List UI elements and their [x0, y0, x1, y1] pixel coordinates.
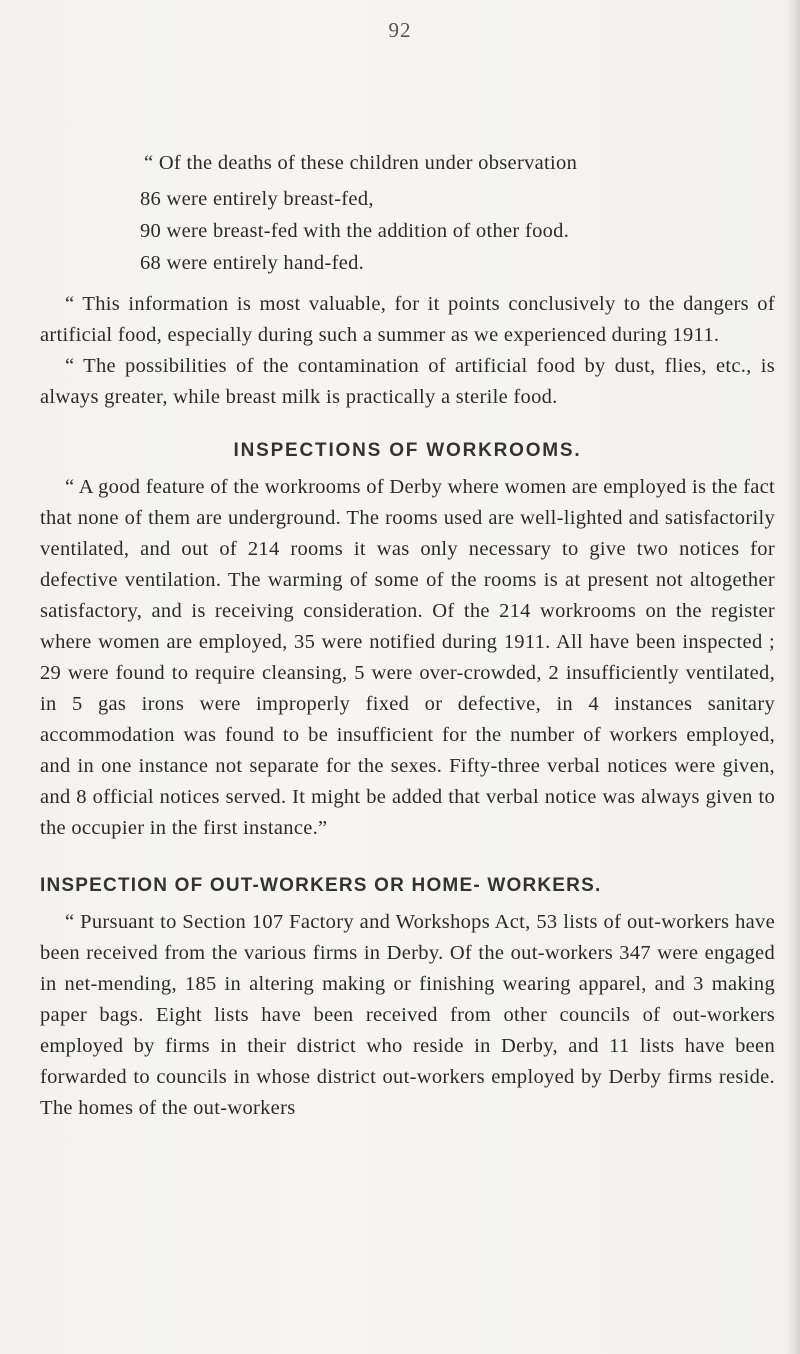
paragraph-workrooms: “ A good feature of the workrooms of Derby where women are employed is the fact that none of them are underground. The rooms used are well-lighted and satisfactorily ventilated, and out of 214 rooms it was only necessary to give two notices for defective ventilation. The warming of some of the rooms is at present not altogether satisfactory, and is receiving consideration. Of the 214 workrooms on the register where women are employed, 35 were notified during 1911. All have been inspected ; 29 were found to require cleansing, 5 were over-crowded, 2 insufficiently ventilated, in 5 gas irons were improperly fixed or defective, in 4 instances sanitary accommodation was found to be insufficient for the number of workers employed, and in one instance not separate for the sexes. Fifty-three verbal notices were given, and 8 official notices served. It might be added that verbal notice was always given to the occupier in the first instance.” [40, 476, 775, 839]
paragraph-information: “ This information is most valuable, for it points conclusively to the dangers of artificial food, especially during such a summer as we experienced during 1911. [40, 293, 775, 346]
paragraph-contamination: “ The possibilities of the contamination of artificial food by dust, flies, etc., is always greater, while breast milk is practically a sterile food. [40, 355, 775, 408]
list-item: 90 were breast-fed with the addition of other food. [140, 220, 570, 242]
page-body [40, 148, 775, 1124]
intro-line: “ Of the deaths of these children under observation [144, 152, 578, 174]
feeding-statistics-list [140, 183, 775, 279]
heading-outworkers: INSPECTION OF OUT-WORKERS OR HOME- WORKERS. [40, 875, 602, 896]
page-edge-shadow [786, 0, 800, 1354]
list-item: 86 were entirely breast-fed, [140, 188, 374, 210]
page-number: 92 [388, 18, 412, 42]
heading-workrooms: INSPECTIONS OF WORKROOMS. [233, 440, 582, 461]
paragraph-outworkers: “ Pursuant to Section 107 Factory and Workshops Act, 53 lists of out-workers have been received from the various firms in Derby. Of the out-workers 347 were engaged in net-mending, 185 in altering making or finishing wearing apparel, and 3 making paper bags. Eight lists have been received from other councils of out-workers employed by firms in their district who reside in Derby, and 11 lists have been forwarded to councils in whose district out-workers employed by Derby firms reside. The homes of the out-workers [40, 911, 775, 1119]
list-item: 68 were entirely hand-fed. [140, 252, 365, 274]
